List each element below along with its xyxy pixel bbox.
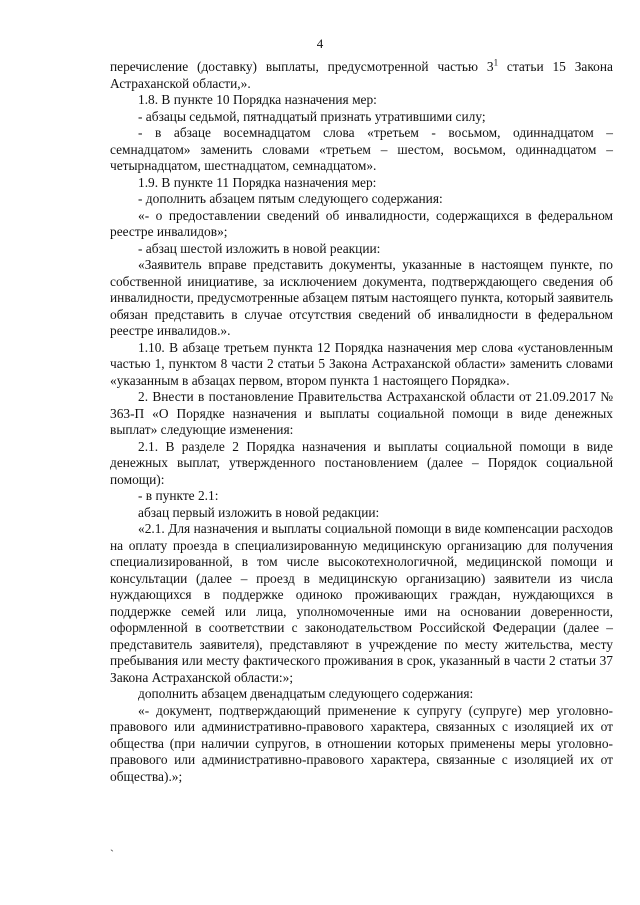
paragraph-text: 1.9. В пункте 11 Порядка назначения мер: xyxy=(138,174,377,190)
paragraph-text: «- о предоставлении сведений об инвалидности, содержащихся в федеральном реестре инвалидов»; xyxy=(110,207,613,239)
paragraph xyxy=(110,521,613,686)
paragraph-text: 1.8. В пункте 10 Порядка назначения мер: xyxy=(138,92,377,107)
paragraph-text: - дополнить абзацем пятым следующего содержания: xyxy=(138,191,443,206)
paragraph-text: «2.1. Для назначения и выплаты социальной помощи в виде компенсации расходов на оплату проезда в специализированную медицинскую организацию для получения специализированной, в том числе высокотехнологичной, медицинской помощи и консультации (далее – проезд в медицинскую организацию) заявители из числа нуждающихся в поддержке одиноко проживающих граждан, нуждающихся в поддержке семей или лица, уполномоченные ими на основании доверенности, оформленной в соответствии с законодательством Российской Федерации (далее – представитель заявителя), представляют в учреждение по месту жительства, месту пребывания или месту фактического проживания в срок, указанный в части 2 статьи 37 Закона Астраханской области:»; xyxy=(110,521,613,685)
paragraph xyxy=(110,505,613,522)
paragraph-text: - абзацы седьмой, пятнадцатый признать утратившими силу; xyxy=(138,108,486,124)
paragraph-text: абзац первый изложить в новой редакции: xyxy=(138,504,380,520)
paragraph xyxy=(110,389,613,439)
paragraph xyxy=(110,109,613,126)
paragraph xyxy=(110,208,613,241)
paragraph xyxy=(110,686,613,703)
paragraph-text: - абзац шестой изложить в новой реакции: xyxy=(138,240,381,256)
paragraph xyxy=(110,175,613,192)
paragraph-text: «Заявитель вправе представить документы, указанные в настоящем пункте, по собственной инициативе, за исключением документа, подтверждающего сведения об инвалидности, предусмотренные абзацем пятым настоящего пункта, который заявитель обязан представить в случае отсутствия сведений об инвалидности в федеральном реестре инвалидов.». xyxy=(110,257,613,338)
paragraph-text: 2. Внести в постановление Правительства Астраханской области от 21.09.2017 № 363-П «О Порядке назначения и выплаты социальной помощи в виде денежных выплат» следующие изменения: xyxy=(110,389,613,437)
document-body xyxy=(110,59,613,785)
paragraph xyxy=(110,92,613,109)
superscript: 1 xyxy=(493,57,499,68)
page-number: 4 xyxy=(316,36,324,51)
paragraph xyxy=(110,59,613,92)
stray-mark: ` xyxy=(110,847,114,861)
paragraph xyxy=(110,191,613,208)
paragraph-text: «- документ, подтверждающий применение к супругу (супруге) мер уголовно-правового или административно-правового характера, связанных с изоляцией их от общества (при наличии супругов, в отношении которых применены меры уголовно-правового или административно-правового характера, связанные с изоляцией их от общества).»; xyxy=(110,702,613,784)
paragraph-text: перечисление (доставку) выплаты, предусмотренной частью 3 xyxy=(110,59,494,74)
paragraph-text: 1.10. В абзаце третьем пункта 12 Порядка назначения мер слова «установленным частью 1, пунктом 8 части 2 статьи 5 Закона Астраханской области» заменить словами «указанным в абзацах первом, втором пункта 1 настоящего Порядка». xyxy=(110,339,613,388)
paragraph-text-continued: статьи 15 Закона Астраханской области,». xyxy=(110,59,613,91)
paragraph-text: дополнить абзацем двенадцатым следующего содержания: xyxy=(138,686,474,701)
paragraph xyxy=(110,241,613,258)
paragraph xyxy=(110,439,613,489)
paragraph xyxy=(110,488,613,505)
paragraph xyxy=(110,125,613,175)
paragraph-text: - в пункте 2.1: xyxy=(138,488,219,503)
paragraph-text: 2.1. В разделе 2 Порядка назначения и выплаты социальной помощи в виде денежных выплат, утвержденного постановлением (далее – Порядок социальной помощи): xyxy=(110,438,613,487)
paragraph xyxy=(110,257,613,340)
paragraph xyxy=(110,703,613,786)
paragraph xyxy=(110,340,613,390)
paragraph-text: - в абзаце восемнадцатом слова «третьем - восьмом, одиннадцатом – семнадцатом» заменить словами «третьем – шестом, восьмом, одиннадцатом – четырнадцатом, шестнадцатом, семнадцатом». xyxy=(110,125,613,173)
